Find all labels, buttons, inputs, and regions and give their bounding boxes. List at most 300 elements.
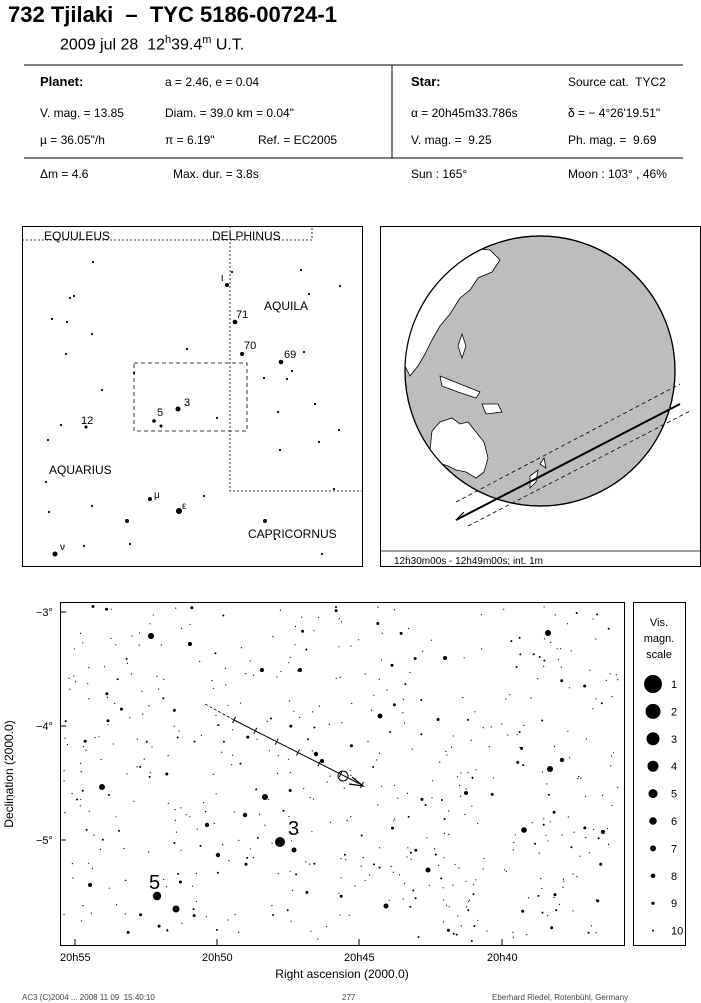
globe-caption: 12h30m00s - 12h49m00s; int. 1m: [394, 556, 543, 567]
chart-star: [110, 638, 111, 639]
chart-star: [305, 891, 308, 894]
chart-star: [69, 689, 70, 690]
scale-title-1: Vis.: [649, 617, 669, 629]
finder-star: [83, 545, 85, 547]
chart-star: [290, 772, 291, 773]
x-tick-20h45: 20h45: [344, 952, 375, 964]
chart-star: [114, 703, 115, 704]
chart-star: [513, 849, 514, 850]
chart-star: [98, 736, 99, 737]
chart-star: [467, 719, 469, 721]
scale-label: 3: [671, 733, 678, 746]
chart-star: [574, 832, 575, 833]
chart-star: [601, 830, 605, 834]
planet-vmag: V. mag. = 13.85: [40, 106, 124, 120]
scale-dot: [644, 675, 662, 693]
chart-star: [586, 738, 587, 739]
chart-star: [394, 609, 395, 610]
chart-star: [537, 678, 538, 679]
chart-star: [407, 793, 408, 794]
chart-star: [272, 843, 273, 844]
chart-star: [420, 699, 422, 701]
chart-star: [474, 711, 475, 712]
page-title: 732 Tjilaki – TYC 5186-00724-1: [8, 2, 337, 27]
chart-star: [192, 886, 193, 887]
chart-star: [513, 937, 514, 938]
chart-star: [193, 914, 196, 917]
scale-dot: [649, 817, 657, 825]
chart-star: [82, 790, 84, 792]
chart-star: [216, 793, 217, 794]
chart-star: [330, 776, 331, 777]
chart-star: [548, 840, 549, 841]
chart-star: [481, 648, 482, 649]
y-tick--5: −5°: [36, 835, 53, 847]
chart-star: [591, 925, 592, 926]
finder-star: [125, 519, 129, 523]
scale-label: 9: [671, 898, 678, 911]
chart-star: [206, 916, 207, 917]
chart-star: [453, 735, 454, 736]
chart-star: [267, 721, 268, 722]
chart-star: [269, 750, 270, 751]
chart-star: [68, 678, 69, 679]
chart-star: [340, 895, 343, 898]
chart-star: [387, 690, 388, 691]
chart-star: [139, 632, 140, 633]
chart-star: [221, 752, 222, 753]
star-label: Star:: [411, 74, 441, 89]
chart-star: [262, 794, 268, 800]
chart-star: [534, 843, 536, 845]
chart-star: [616, 674, 617, 675]
chart-star: [217, 872, 219, 874]
chart-star: [576, 612, 578, 614]
finder-star: [148, 497, 152, 501]
chart-star: [109, 888, 110, 889]
chart-star: [445, 751, 446, 752]
chart-star: [85, 750, 86, 751]
chart-star: [369, 874, 370, 875]
chart-star: [595, 638, 596, 639]
chart-star: [554, 893, 557, 896]
chart-star: [310, 797, 311, 798]
chart-star: [543, 660, 545, 662]
chart-star: [464, 814, 465, 815]
chart-star: [516, 761, 519, 764]
chart-star: [443, 656, 447, 660]
chart-star: [567, 623, 568, 624]
chart-star: [196, 901, 197, 902]
chart-star: [311, 831, 312, 832]
scale-dot: [648, 761, 659, 772]
chart-star: [139, 645, 140, 646]
chart-star: [214, 823, 215, 824]
chart-star: [393, 872, 394, 873]
chart-star: [610, 673, 611, 674]
chart-star: [372, 766, 374, 768]
chart-star: [245, 863, 248, 866]
chart-star: [181, 850, 182, 851]
chart-star: [280, 671, 281, 672]
chart-star: [377, 607, 378, 608]
finder-label-71: 71: [236, 309, 249, 321]
chart-star: [578, 776, 579, 777]
chart-star: [289, 789, 292, 792]
chart-star: [189, 816, 190, 817]
finder-label-70: 70: [244, 340, 257, 352]
chart-star: [489, 746, 490, 747]
chart-star: [351, 703, 352, 704]
chart-star: [576, 876, 577, 877]
chart-star: [350, 816, 351, 817]
chart-star: [379, 679, 380, 680]
chart-star: [418, 936, 420, 938]
chart-star: [131, 635, 132, 636]
finder-star: [129, 543, 131, 545]
chart-star: [563, 881, 564, 882]
chart-star: [358, 639, 359, 640]
chart-star: [162, 697, 164, 699]
chart-star: [234, 811, 235, 812]
chart-star: [391, 827, 394, 830]
chart-star: [104, 666, 105, 667]
chart-star: [146, 741, 148, 743]
chart-star: [456, 934, 458, 936]
scale-label: 7: [671, 843, 678, 856]
finder-star: [53, 552, 58, 557]
chart-star: [521, 910, 524, 913]
chart-star: [454, 864, 455, 865]
finder-star: [225, 283, 229, 287]
chart-star: [260, 668, 264, 672]
chart-star: [563, 879, 564, 880]
chart-star: [179, 881, 182, 884]
chart-star: [467, 772, 468, 773]
sun-elongation: Sun : 165°: [411, 167, 468, 181]
chart-star: [432, 780, 433, 781]
chart-star: [225, 684, 226, 685]
chart-star: [412, 890, 414, 892]
chart-star: [579, 856, 580, 857]
chart-star: [466, 789, 467, 790]
chart-star: [82, 642, 83, 643]
chart-star: [402, 712, 403, 713]
chart-star: [80, 633, 81, 634]
chart-star: [361, 835, 363, 837]
chart-star: [120, 708, 123, 711]
chart-star: [232, 729, 233, 730]
chart-star: [177, 873, 179, 875]
chart-star: [443, 887, 444, 888]
chart-star: [338, 646, 339, 647]
chart-star: [538, 895, 540, 897]
chart-star: [107, 719, 110, 722]
chart-star: [477, 920, 478, 921]
chart-star: [88, 667, 89, 668]
chart-star: [384, 904, 389, 909]
chart-star: [437, 718, 440, 721]
finder-star: [152, 419, 156, 423]
chart-star: [216, 853, 220, 857]
chart-star: [81, 920, 82, 921]
scale-label: 5: [671, 788, 678, 801]
chart-star: [539, 656, 541, 658]
chart-star: [126, 658, 128, 660]
chart-star: [606, 680, 607, 681]
finder-star: [333, 488, 335, 490]
chart-star: [367, 741, 368, 742]
finder-star: [133, 372, 135, 374]
chart-star: [448, 834, 449, 835]
chart-star: [292, 848, 297, 853]
chart-star: [547, 915, 548, 916]
chart-star: [483, 858, 484, 859]
chart-star: [516, 734, 517, 735]
chart-star: [276, 676, 277, 677]
scale-dot: [651, 874, 656, 879]
chart-star: [203, 802, 204, 803]
chart-star: [340, 677, 341, 678]
chart-star: [533, 653, 535, 655]
chart-star: [452, 885, 453, 886]
chart-star: [493, 777, 494, 778]
chart-star: [137, 739, 138, 740]
chart-star: [225, 668, 226, 669]
chart-star: [297, 670, 299, 672]
finder-label-epsilon: ε: [182, 501, 187, 512]
chart-star: [288, 816, 289, 817]
chart-star: [378, 714, 383, 719]
chart-star: [76, 799, 78, 801]
chart-star: [338, 893, 339, 894]
chart-star: [196, 873, 197, 874]
chart-star: [376, 759, 377, 760]
chart-star: [544, 638, 545, 639]
chart-star: [80, 799, 81, 800]
chart-star: [553, 811, 556, 814]
chart-star: [543, 824, 545, 826]
constellation-capricornus: CAPRICORNUS: [248, 527, 337, 541]
chart-star: [354, 885, 355, 886]
chart-star: [228, 860, 229, 861]
chart-star: [268, 799, 269, 800]
planet-label: Planet:: [40, 74, 84, 89]
chart-star: [299, 717, 300, 718]
chart-star: [373, 695, 374, 696]
chart-star: [91, 913, 92, 914]
footer-page: 277: [342, 993, 356, 1002]
chart-star: [149, 776, 151, 778]
chart-star: [291, 840, 292, 841]
chart-star: [293, 711, 294, 712]
x-tick-20h50: 20h50: [202, 952, 233, 964]
chart-star: [330, 822, 331, 823]
chart-star: [434, 848, 435, 849]
chart-star: [295, 873, 297, 875]
chart-star: [471, 940, 473, 942]
chart-star: [569, 687, 570, 688]
finder-chart: [22, 226, 364, 568]
chart-star: [116, 904, 117, 905]
chart-star: [465, 881, 466, 882]
chart-star: [335, 606, 337, 608]
chart-star: [102, 839, 104, 841]
chart-star: [144, 759, 145, 760]
scale-label: 1: [671, 679, 678, 691]
chart-star: [290, 657, 291, 658]
chart-star: [250, 848, 251, 849]
chart-star: [150, 772, 151, 773]
chart-star: [336, 678, 337, 679]
chart-star: [205, 823, 209, 827]
chart-star: [213, 774, 214, 775]
finder-star: [101, 389, 103, 391]
chart-star: [439, 762, 440, 763]
chart-star: [339, 618, 340, 619]
chart-star: [415, 897, 417, 899]
chart-star: [531, 697, 532, 698]
planet-motion: µ = 36.05"/h: [40, 133, 105, 147]
chart-star: [510, 640, 512, 642]
chart-star: [431, 640, 432, 641]
chart-star: [462, 697, 463, 698]
chart-star: [232, 755, 233, 756]
chart-star: [291, 921, 292, 922]
finder-star: [65, 353, 67, 355]
chart-star: [74, 648, 75, 649]
chart-star: [559, 904, 560, 905]
chart-star: [573, 874, 574, 875]
star-label-5: 5: [149, 872, 161, 894]
chart-star: [407, 847, 408, 848]
event-datetime: 2009 jul 28 12$^h$39.4$^m$ U.T.: [60, 34, 245, 54]
chart-star: [179, 730, 180, 731]
chart-star: [87, 683, 88, 684]
chart-star: [420, 798, 423, 801]
chart-star: [139, 913, 142, 916]
chart-star: [136, 766, 137, 767]
finder-star: [291, 370, 293, 372]
chart-star: [519, 637, 521, 639]
chart-star: [557, 648, 558, 649]
chart-star: [88, 883, 92, 887]
chart-star: [617, 787, 618, 788]
chart-star: [344, 788, 345, 789]
chart-star: [341, 621, 342, 622]
chart-star: [522, 764, 524, 766]
chart-star: [105, 608, 108, 611]
chart-star: [473, 893, 475, 895]
chart-star: [168, 803, 169, 804]
finder-star: [321, 553, 323, 555]
chart-star: [158, 925, 161, 928]
chart-star: [483, 868, 484, 869]
chart-star: [82, 905, 83, 906]
chart-star: [126, 773, 127, 774]
chart-star: [561, 667, 562, 668]
finder-star: [48, 511, 50, 513]
chart-star: [399, 874, 400, 875]
chart-star: [585, 837, 586, 838]
finder-star: [339, 285, 341, 287]
chart-star: [288, 662, 289, 663]
chart-star: [394, 818, 395, 819]
chart-star: [554, 897, 555, 898]
chart-star: [444, 833, 445, 834]
finder-star: [231, 271, 233, 273]
chart-star: [560, 679, 563, 682]
chart-star: [199, 661, 200, 662]
chart-star: [443, 921, 444, 922]
moon-info: Moon : 103° , 46%: [568, 167, 667, 181]
chart-star: [173, 906, 180, 913]
finder-star: [45, 481, 47, 483]
chart-star: [441, 799, 443, 801]
chart-star: [314, 752, 318, 756]
chart-star: [88, 863, 89, 864]
chart-star: [539, 853, 540, 854]
chart-star: [211, 680, 212, 681]
finder-star: [216, 417, 218, 419]
finder-star: [303, 351, 305, 353]
chart-star: [363, 857, 364, 858]
chart-star: [397, 798, 398, 799]
chart-star: [305, 649, 307, 651]
chart-star: [283, 810, 285, 812]
chart-star: [264, 825, 265, 826]
chart-star: [426, 868, 431, 873]
planet-diameter: Diam. = 39.0 km = 0.04": [165, 106, 294, 120]
chart-star: [190, 624, 191, 625]
chart-star: [327, 781, 328, 782]
chart-star: [292, 890, 293, 891]
chart-star: [217, 724, 219, 726]
chart-star: [246, 736, 249, 739]
finder-star: [160, 425, 163, 428]
chart-star: [124, 848, 125, 849]
chart-star: [80, 805, 81, 806]
chart-star: [107, 697, 108, 698]
chart-star: [461, 925, 462, 926]
chart-star: [259, 814, 260, 815]
finder-label-iota: ι: [221, 272, 224, 284]
chart-star: [473, 925, 475, 927]
chart-star: [409, 672, 410, 673]
chart-star: [376, 622, 379, 625]
chart-star: [63, 914, 64, 915]
finder-star: [277, 411, 279, 413]
chart-star: [319, 706, 320, 707]
chart-star: [532, 822, 533, 823]
chart-star: [469, 900, 470, 901]
chart-star: [507, 734, 508, 735]
chart-star: [506, 871, 507, 872]
chart-star: [257, 837, 259, 839]
chart-star: [509, 694, 510, 695]
chart-star: [443, 857, 444, 858]
chart-star: [313, 727, 315, 729]
chart-star: [303, 788, 304, 789]
chart-star: [310, 931, 311, 932]
chart-star: [64, 770, 65, 771]
chart-star: [118, 830, 120, 832]
chart-star: [543, 666, 544, 667]
chart-star: [412, 749, 413, 750]
chart-star: [294, 644, 295, 645]
star-ra: α = 20h45m33.786s: [411, 106, 518, 120]
chart-star: [512, 932, 513, 933]
